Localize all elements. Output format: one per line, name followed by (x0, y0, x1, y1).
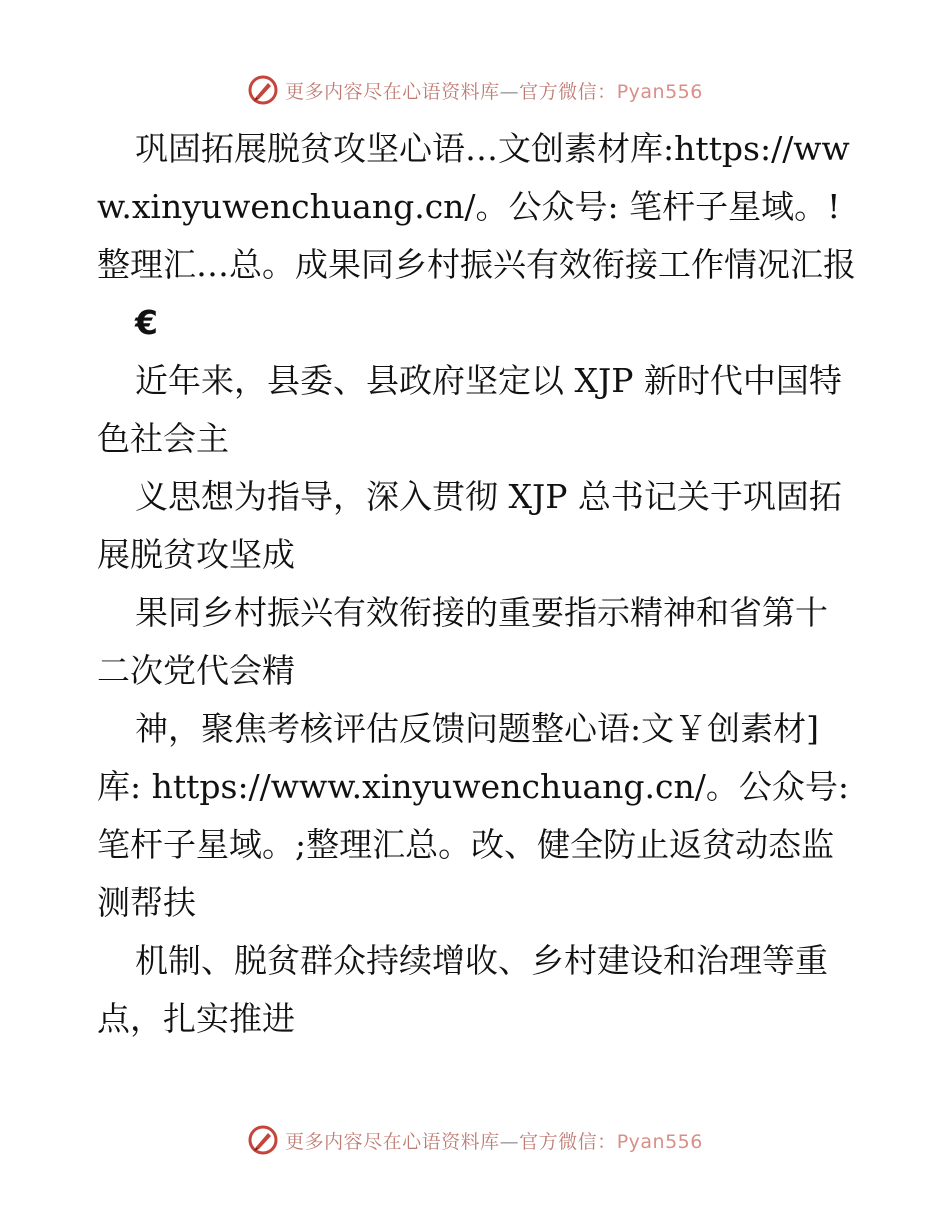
watermark-separator: — (499, 80, 520, 103)
watermark-wechat-id: Pyan556 (616, 80, 703, 103)
paragraph-body: 机制、脱贫群众持续增收、乡村建设和治理等重点，扎实推进 (97, 941, 828, 1038)
paragraph-title: 巩固拓展脱贫攻坚心语…文创素材库:https://www.xinyuwenchuang.cn/。公众号: 笔杆子星域。! 整理汇…总。成果同乡村振兴有效衔接工作情况汇报 (97, 129, 856, 284)
paragraph-body: 近年来，县委、县政府坚定以 XJP 新时代中国特色社会主 (97, 361, 842, 458)
pen-logo-icon (247, 74, 279, 106)
paragraph-body: 果同乡村振兴有效衔接的重要指示精神和省第十二次党代会精 (97, 593, 828, 690)
watermark-wechat-id: Pyan556 (616, 1130, 703, 1153)
watermark-brand: 更多内容尽在心语资料库 (285, 1130, 500, 1153)
watermark-brand: 更多内容尽在心语资料库 (285, 80, 500, 103)
watermark-separator: — (499, 1130, 520, 1153)
footer-watermark (0, 1120, 950, 1160)
header-watermark (0, 70, 950, 110)
paragraph-body: 神，聚焦考核评估反馈问题整心语:文￥创素材]库: https://www.xinyuwenchuang.cn/。公众号: 笔杆子星域。;整理汇总。改、健全防止返贫动态监测帮扶 (97, 709, 849, 922)
document-body (97, 120, 857, 1048)
watermark-official-label: 官方微信： (519, 80, 617, 103)
pen-logo-icon (247, 1124, 279, 1156)
watermark-official-label: 官方微信： (519, 1130, 617, 1153)
paragraph-symbol: € (135, 303, 158, 342)
paragraph-body: 义思想为指导，深入贯彻 XJP 总书记关于巩固拓展脱贫攻坚成 (97, 477, 842, 574)
